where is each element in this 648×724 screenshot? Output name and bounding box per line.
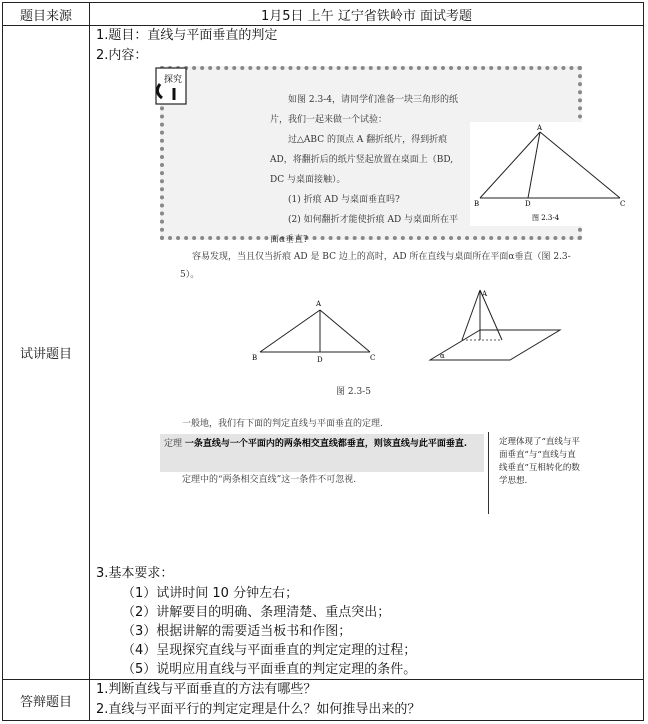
theorem-box — [160, 434, 484, 472]
defense-content — [90, 680, 644, 721]
fig2-right-label-a: A — [482, 290, 488, 298]
requirement-item: （4）呈现探究直线与平面垂直的判定定理的过程； — [122, 643, 417, 658]
theorem-label: 定理 — [164, 439, 183, 449]
fig1-caption: 图 2.3-4 — [532, 214, 560, 222]
defense-question-1: 1.判断直线与平面垂直的方法有哪些？ — [96, 682, 317, 697]
header-row — [3, 3, 644, 26]
fig2-right-label-alpha: α — [440, 352, 445, 360]
explore-q2: (2) 如何翻折才能使折痕 AD 与桌面所在平面α垂直? — [270, 215, 459, 245]
badge-text: 探究 — [164, 75, 183, 85]
topic-line: 1.题目：直线与平面垂直的判定 — [96, 28, 278, 43]
requirement-item: （1）试讲时间 10 分钟左右； — [122, 586, 299, 601]
fig2-label-a: A — [316, 300, 322, 308]
source-label: 题目来源 — [3, 3, 90, 26]
easy-paragraph: 容易发现，当且仅当折痕 AD 是 BC 边上的高时，AD 所在直线与桌面所在平面α垂直（图 2.3-5）。 — [180, 252, 571, 280]
requirement-item: （5）说明应用直线与平面垂直的判定定理的条件。 — [122, 662, 417, 677]
requirement-item: （2）讲解要目的明确、条理清楚、重点突出； — [122, 605, 391, 620]
fig1-label-c: C — [620, 200, 626, 208]
explore-badge-icon — [150, 64, 194, 108]
theorem-note: 定理中的“两条相交直线”这一条件不可忽视. — [182, 475, 357, 485]
side-note: 定理体现了“直线与平面垂直”与“直线与直线垂直”互相转化的数学思想. — [488, 432, 581, 514]
fig1-label-b: B — [474, 200, 480, 208]
explore-box — [160, 66, 626, 245]
theorem-text: 一条直线与一个平面内的两条相交直线都垂直，则该直线与此平面垂直. — [184, 439, 468, 449]
requirements-title: 3.基本要求： — [96, 566, 174, 581]
fig2-caption: 图 2.3-5 — [336, 387, 371, 397]
requirement-item: （3）根据讲解的需要适当板书和作图； — [122, 624, 352, 639]
figure-2-3-5 — [240, 288, 578, 378]
textbook-excerpt — [90, 66, 643, 564]
general-statement: 一般地，我们有下面的判定直线与平面垂直的定理. — [182, 419, 383, 429]
fig1-label-d: D — [525, 200, 531, 208]
content-line: 2.内容： — [96, 48, 148, 63]
source-value: 1月5日 上午 辽宁省铁岭市 面试考题 — [90, 3, 644, 26]
explore-text — [270, 90, 466, 250]
figure-2-3-4 — [470, 122, 634, 226]
explore-intro: 如图 2.3-4，请同学们准备一块三角形的纸片，我们一起来做一个试验： — [270, 95, 458, 125]
defense-row — [3, 680, 644, 721]
fig2-label-d: D — [317, 356, 323, 364]
trial-row — [3, 26, 644, 680]
explore-q1: (1) 折痕 AD 与桌面垂直吗? — [288, 195, 400, 205]
fig2-label-b: B — [252, 354, 258, 362]
defense-label: 答辩题目 — [3, 680, 90, 721]
fig2-label-c: C — [370, 354, 376, 362]
exam-table — [2, 2, 644, 721]
trial-label: 试讲题目 — [3, 26, 90, 680]
trial-content — [90, 26, 644, 680]
fig1-label-a: A — [537, 124, 543, 132]
defense-question-2: 2.直线与平面平行的判定定理是什么？如何推导出来的？ — [96, 702, 421, 717]
explore-step: 过△ABC 的顶点 A 翻折纸片，得到折痕 AD，将翻折后的纸片竖起放置在桌面上（BD, DC 与桌面接触）。 — [270, 135, 454, 185]
